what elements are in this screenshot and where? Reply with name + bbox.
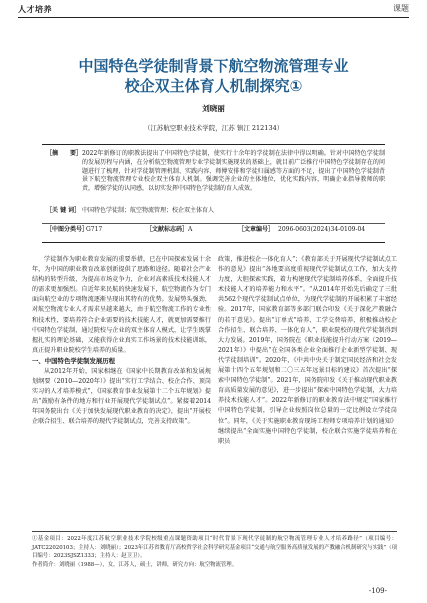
article-no-label: ［文章编号］ — [238, 226, 275, 233]
title-line-1: 中国特色学徒制背景下航空物流管理专业 — [78, 57, 349, 75]
keywords-text: 中国特色学徒制；航空物流管理；校企双主体育人 — [82, 207, 215, 214]
abstract-block — [42, 150, 385, 194]
clc-label: ［中图分类号］ — [46, 226, 89, 233]
section-label: 课题 — [393, 4, 409, 13]
page-header — [0, 0, 427, 16]
body-column-right — [218, 255, 397, 447]
abstract-box — [42, 144, 385, 243]
article-no-value: 2096-0603(2024)34-0109-04 — [278, 226, 366, 233]
page-number: -109- — [368, 587, 387, 595]
section-heading: 一、中国特色学徒制发展历程 — [32, 356, 116, 365]
footnote-funding: ①基金项目：2022年度江苏航空职业技术学院校级重点课题资助项目“时代背景下现代学徒制的航空物流管理专业人才培养路径”（项目编号：JATC22020103；主持人：刘晓丽）；2023年江苏省教育厅高校哲学社会科学研究基金项目“交通与航空服务高质量发展的产教融合机制研究与实践”（项目编号：2023SJSZ1333；主持人：赵卫卫）。 — [32, 536, 397, 560]
author-name: 刘晓丽 — [202, 104, 225, 113]
abstract-text: 2022年新修订的职教法提出了中国特色学徒制，使实行十余年的学徒制在法律中得以明确。针对中国特色学徒制的发展历程与内涵，在分析航空物流管理专业学徒制实施现状的基础上，就目前广泛推行中国特色学徒制存在的问题进行了梳理，针对学徒制管理机制、实践内容、师傅安排和学徒归属感等方面的不足，提出了中国特色学徒制背景下航空物流管理专业校企双主体育人机制。强调完善企业的主体地位，优化实践内容，明确企业指导教师的职责，增强学徒的认同感，以切实发挥中国特色学徒制的育人成效。 — [82, 150, 385, 193]
body-paragraph: 政策，推进校企一体化育人”；《教育部关于开展现代学徒制试点工作的意见》提出“各地要高度重视现代学徒制试点工作，加大支持力度，大胆探索实践，着力构建现代学徒制培养体系，全面提升技术技能人才的培养能力和水平”。“从2014年开始先后确定了三批共562个现代学徒制试点单位，为现代学徒制的开展积累了丰富经验。2017年，国家教育部等多部门联合印发《关于深化产教融合的若干意见》。提出“订单式”培养、工学交替培养，积极推动校企合作招生、联合培养、一体化育人”，职业院校的现代学徒制得到大力发展。2019年，国务院在《职业技能提升行动方案（2019—2021年）》中提出“在全国各类企业全面推行企业新型学徒制、现代学徒制培训”。2020年，《中共中央关于制定国民经济和社会发展第十四个五年规划和二〇三五年远景目标的建议》首次提出“探索中国特色学徒制”。2021年，国务院印发《关于推动现代职业教育高质量发展的意见》，进一步提出“探索中国特色学徒制，大力培养技术技能人才”。2022年新修订的职业教育法中规定“国家推行中国特色学徒制，引导企业按照岗位总量的一定比例设立学徒岗位”。同年，《关于实施职业教育现场工程师专项培养计划的通知》继续提出“全面实施中国特色学徒制，校企联合实施学徒培养和在职员 — [218, 256, 397, 445]
keywords-label: ［关 键 词］ — [46, 207, 81, 214]
clc-value: G717 — [86, 226, 103, 233]
body-column-left — [32, 255, 211, 428]
title-line-2: 校企双主体育人机制探究① — [124, 77, 303, 95]
body-paragraph: 学徒制作为职业教育发展的重要举措，已在中国探索发展十余年，为中国的职业教育改革创新提供了思路和途径。随着社会产业结构的转型升级，为提高市场竞争力，企业对高素质技术技能人才的需求更加强烈。自近年来民航的快速发展下，航空物流作为专门面向航空业的专项物流逐渐呈现出其特有的优势。发展势头强劲，对航空物流专业人才需求呈越来越大，由于航空物流工作的专业性和技术性，要培养符合企业需要的技术技能人才，就更加需要推行中国特色学徒制，通过院校与企业的双主体育人模式，让学生既掌握扎实的理论基础，又能获得企业真实工作场景的技术技能训练，真正提升职业院校学生培养的质量。 — [32, 256, 211, 354]
article-title — [20, 56, 407, 96]
author-affiliation: （江苏航空职业技术学院，江苏 镇江 212134） — [143, 124, 284, 132]
header-rule — [18, 17, 409, 18]
abstract-label: ［摘 要］ — [46, 150, 83, 157]
footnote-author-bio: 作者简介：刘晓丽（1988—），女，江苏人，硕士，讲师，研究方向：航空物流管理。 — [32, 561, 238, 568]
body-paragraph: 从2012年开始，国家相继在《国家中长期教育改革和发展规划纲要（2010—2020年）》提出“实行工学结合、校企合作、顶岗实习的人才培养模式”，《国家教育事业发展第十二个五年规划》提出“鼓励有条件的地方和行业开展现代学徒制试点”。紧接着2014年国务院出台《关于加快发展现代职业教育的决定》，提出“开展校企联合招生、联合培养的现代学徒制试点，完善支持政策”。 — [32, 367, 211, 426]
keywords-block — [42, 207, 385, 215]
doc-code-value: A — [188, 226, 193, 233]
classification-row — [42, 223, 385, 236]
journal-brand: 人才培养 — [18, 5, 52, 14]
doc-code-label: ［文献标志码］ — [146, 226, 189, 233]
footnote — [32, 535, 397, 569]
footnote-rule — [32, 531, 397, 532]
